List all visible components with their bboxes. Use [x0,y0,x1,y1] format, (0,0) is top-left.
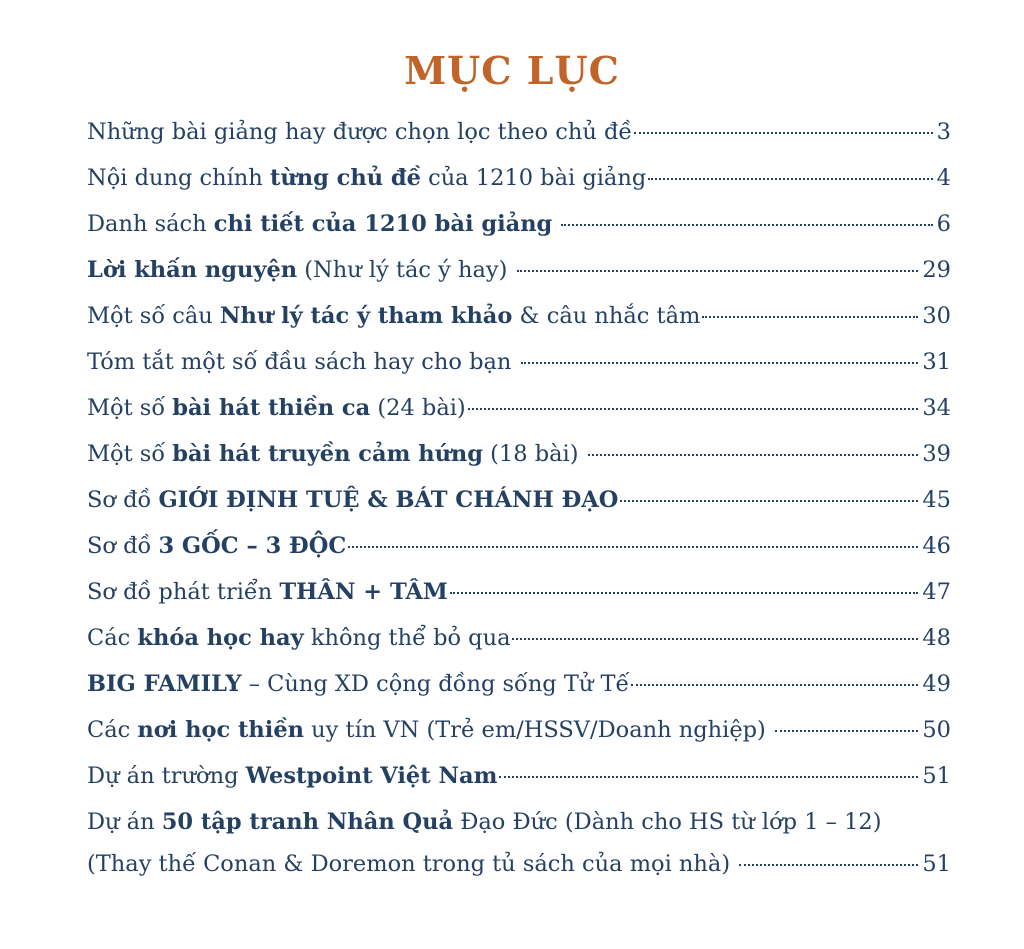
toc-entry-text: (18 bài) [483,441,586,467]
toc-entry[interactable] [87,711,951,757]
toc-entry-line [87,803,951,841]
toc-page-number: 46 [922,533,951,559]
toc-page-number: 48 [922,625,951,651]
toc-entry[interactable] [87,113,951,159]
dot-leader [620,500,918,502]
toc-entry-text: Danh sách [87,211,214,237]
toc-entry-text [552,205,559,243]
dot-leader [631,684,918,686]
toc-entry[interactable] [87,573,951,619]
toc-page-number: 30 [922,303,951,329]
dot-leader [468,408,919,410]
toc-entry[interactable] [87,435,951,481]
dot-leader [775,730,918,732]
toc-page-number: 51 [922,851,951,877]
toc-entry[interactable] [87,343,951,389]
dot-leader [499,776,918,778]
dot-leader [648,178,932,180]
toc-entry[interactable] [87,619,951,665]
toc-entry[interactable] [87,251,951,297]
toc-page-number: 51 [922,763,951,789]
toc-entry-text: Một số [87,395,173,421]
toc-entry[interactable] [87,757,951,803]
toc-entry-text: không thể bỏ qua [303,625,511,651]
toc-entry-text: (24 bài) [370,395,466,421]
toc-page-number: 6 [936,211,951,237]
toc-entry-text: (Như lý tác ý hay) [297,257,515,283]
toc-entry-text: – Cùng XD cộng đồng sống Tử Tế [241,671,630,697]
toc-entry-text: Westpoint Việt Nam [245,763,498,789]
toc-entry-text: (Thay thế Conan & Doremon trong tủ sách của mọi nhà) [87,851,738,877]
toc-entry-text: Các [87,717,138,743]
dot-leader [561,224,932,226]
toc-page-number: 31 [922,349,951,375]
toc-entry-text: chi tiết của 1210 bài giảng [213,211,553,237]
toc-entry-text: Một số câu [87,303,220,329]
toc-entry[interactable] [87,205,951,251]
toc-page-number: 47 [922,579,951,605]
toc-entry-text: Sơ đồ phát triển [87,579,280,605]
dot-leader [512,638,918,640]
dot-leader [634,132,932,134]
toc-entry-text: Sơ đồ [87,533,159,559]
dot-leader [521,362,919,364]
toc-entry-text: nơi học thiền [137,717,305,743]
toc-entry[interactable] [87,803,951,883]
toc-page-number: 39 [922,441,951,467]
toc-entry-text: & câu nhắc tâm [512,303,701,329]
dot-leader [588,454,919,456]
toc-page-number: 29 [922,257,951,283]
toc-entry-text: GIỚI ĐỊNH TUỆ & BÁT CHÁNH ĐẠO [158,487,619,513]
toc-entry[interactable] [87,527,951,573]
page-title: MỤC LỤC [404,48,620,93]
toc-page-number: 50 [922,717,951,743]
toc-entry-text: từng chủ đề [269,165,421,191]
toc-entry[interactable] [87,159,951,205]
toc-entry-text: Lời khấn nguyện [87,257,298,283]
toc-entry-text: THÂN + TÂM [279,579,448,605]
toc-entry-text: 3 GỐC – 3 ĐỘC [158,533,347,559]
toc-entry[interactable] [87,665,951,711]
toc-entry-text: Một số [87,441,173,467]
toc-entry-line [87,845,951,883]
toc-entry-text: Đạo Đức (Dành cho HS từ lớp 1 – 12) [453,809,882,835]
toc-page-number: 34 [922,395,951,421]
toc-entry-text: 50 tập tranh Nhân Quả [161,809,454,835]
toc-entry-text: Sơ đồ [87,487,159,513]
toc-entry-text: Những bài giảng hay được chọn lọc theo chủ đề [87,119,633,145]
toc-entry-text: Dự án [87,809,162,835]
dot-leader [450,592,919,594]
toc-page-number: 4 [936,165,951,191]
dot-leader [517,270,919,272]
toc-entry[interactable] [87,297,951,343]
toc-entry-text: Dự án trường [87,763,246,789]
toc-entry-text: Nội dung chính [87,165,270,191]
toc-entry-text: Các [87,625,138,651]
toc-entry-text: BIG FAMILY [87,671,242,697]
toc-entry-text: Tóm tắt một số đầu sách hay cho bạn [87,349,519,375]
table-of-contents [87,113,951,883]
toc-page-number: 49 [922,671,951,697]
dot-leader [702,316,918,318]
toc-entry[interactable] [87,389,951,435]
dot-leader [739,864,918,866]
toc-entry-text: Như lý tác ý tham khảo [219,303,513,329]
toc-entry-text: uy tín VN (Trẻ em/HSSV/Doanh nghiệp) [304,717,773,743]
toc-entry-text: bài hát thiền ca [172,395,371,421]
dot-leader [348,546,918,548]
toc-page-number: 45 [922,487,951,513]
toc-entry-text: của 1210 bài giảng [420,165,647,191]
toc-entry[interactable] [87,481,951,527]
toc-entry-text: bài hát truyền cảm hứng [172,441,484,467]
toc-entry-text: khóa học hay [137,625,304,651]
toc-page-number: 3 [936,119,951,145]
